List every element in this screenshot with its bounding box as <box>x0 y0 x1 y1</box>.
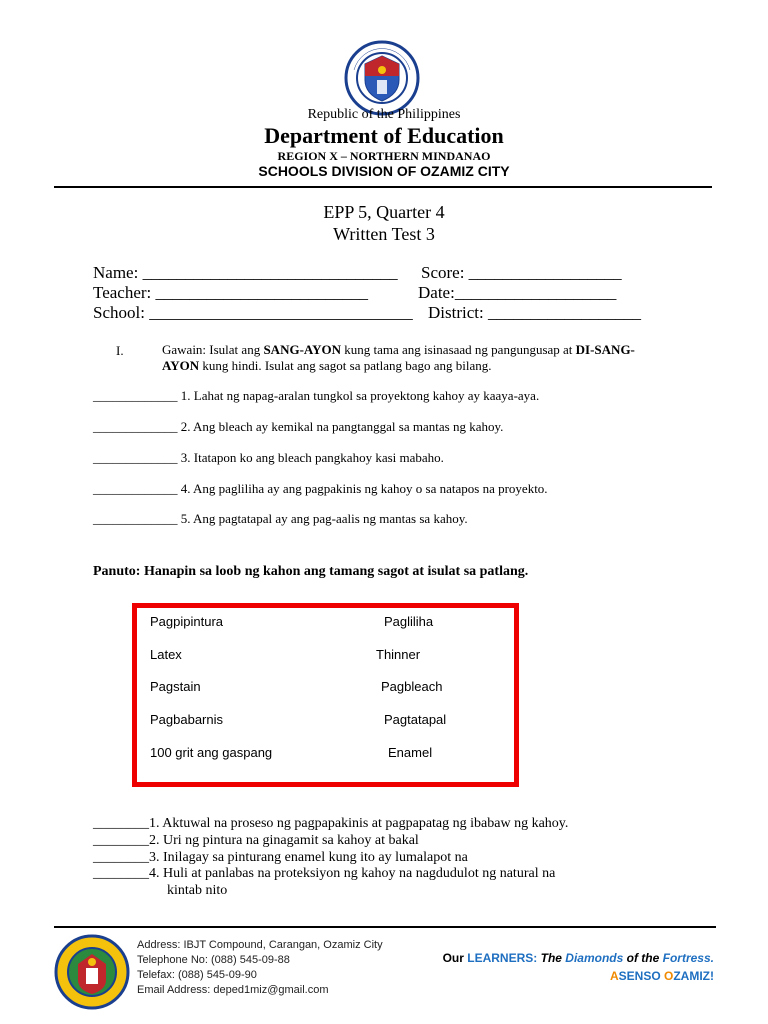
division-logo <box>54 934 130 1010</box>
choice-left-3: Pagstain <box>150 679 201 694</box>
instruction-suffix: kung hindi. Isulat ang sagot sa patlang bago ang bilang. <box>199 358 492 373</box>
footer-address: Address: IBJT Compound, Carangan, Ozamiz City <box>137 939 383 951</box>
disagree-term: DI-SANG-AYON <box>162 342 635 373</box>
date-field[interactable]: Date:___________________ <box>418 283 617 302</box>
footer-divider <box>54 926 716 928</box>
choice-right-4: Pagtatapal <box>384 712 447 727</box>
choice-left-4: Pagbabarnis <box>150 712 223 727</box>
choice-left-1: Pagpipintura <box>150 614 223 629</box>
footer-telephone: Telephone No: (088) 545-09-88 <box>137 954 290 966</box>
school-field[interactable]: School: _______________________________ <box>93 303 413 322</box>
department-title: Department of Education <box>264 123 504 148</box>
motto-our: Our <box>442 951 468 965</box>
part2-item-4-continuation: kintab nito <box>167 883 228 898</box>
choice-left-5: 100 grit ang gaspang <box>150 745 273 760</box>
deped-seal-logo <box>344 40 420 116</box>
agree-term: SANG-AYON <box>263 342 341 357</box>
test-subject: EPP 5, Quarter 4 <box>323 202 445 222</box>
asenso-rest: SENSO <box>618 969 664 983</box>
motto-of: of the <box>623 951 663 965</box>
part1-item-5[interactable]: _____________ 5. Ang pagtatapal ay ang pag-aalis ng mantas sa kahoy. <box>93 511 468 526</box>
asenso-zamiz: ZAMIZ! <box>673 969 714 983</box>
choice-right-5: Enamel <box>388 745 433 760</box>
region-line: REGION X – NORTHERN MINDANAO <box>277 149 491 163</box>
instruction-prefix: Gawain: Isulat ang <box>162 342 264 357</box>
part2-instruction: Panuto: Hanapin sa loob ng kahon ang tamang sagot at isulat sa patlang. <box>93 564 529 579</box>
name-field[interactable]: Name: ______________________________ <box>93 263 398 282</box>
part2-item-2[interactable]: ________2. Uri ng pintura na ginagamit sa kahoy at bakal <box>93 833 419 848</box>
choice-right-3: Pagbleach <box>381 679 443 694</box>
division-line: SCHOOLS DIVISION OF OZAMIZ CITY <box>258 163 510 179</box>
asenso-a: A <box>609 969 619 983</box>
part1-item-4[interactable]: _____________ 4. Ang pagliliha ay ang pagpakinis ng kahoy o sa natapos na proyekto. <box>93 481 548 496</box>
part1-instruction <box>162 342 642 374</box>
score-field[interactable]: Score: __________________ <box>421 263 622 282</box>
footer-telefax: Telefax: (088) 545-09-90 <box>137 969 257 981</box>
part2-item-1[interactable]: ________1. Aktuwal na proseso ng pagpapakinis at pagpapatag ng ibabaw ng kahoy. <box>93 816 569 831</box>
footer-email[interactable]: Email Address: deped1miz@gmail.com <box>137 984 329 996</box>
part1-item-1[interactable]: _____________ 1. Lahat ng napag-aralan tungkol sa proyektong kahoy ay kaaya-aya. <box>93 388 540 403</box>
header-divider <box>54 186 712 188</box>
motto-diamonds: Diamonds <box>565 951 624 965</box>
choice-right-2: Thinner <box>376 647 421 662</box>
part2-item-4[interactable]: ________4. Huli at panlabas na proteksiyon ng kahoy na nagdudulot ng natural na <box>93 866 556 881</box>
part1-item-3[interactable]: _____________ 3. Itatapon ko ang bleach pangkahoy kasi mabaho. <box>93 450 444 465</box>
motto-learners: LEARNERS: <box>467 951 538 965</box>
choice-left-2: Latex <box>150 647 182 662</box>
teacher-field[interactable]: Teacher: _________________________ <box>93 283 369 302</box>
part2-item-3[interactable]: ________3. Inilagay sa pinturang enamel kung ito ay lumalapot na <box>93 850 468 865</box>
choice-right-1: Pagliliha <box>384 614 434 629</box>
footer-motto <box>443 951 714 965</box>
motto-fortress: Fortress. <box>662 951 714 965</box>
motto-the: The <box>537 951 566 965</box>
republic-line: Republic of the Philippines <box>307 107 461 122</box>
part1-item-2[interactable]: _____________ 2. Ang bleach ay kemikal na pangtanggal sa mantas ng kahoy. <box>93 419 504 434</box>
instruction-middle: kung tama ang isinasaad ng pangungusap at <box>340 342 576 357</box>
asenso-o: O <box>664 969 674 983</box>
asenso-slogan <box>610 969 714 983</box>
district-field[interactable]: District: __________________ <box>428 303 641 322</box>
test-title: Written Test 3 <box>333 224 435 244</box>
section-number: I. <box>116 343 124 358</box>
